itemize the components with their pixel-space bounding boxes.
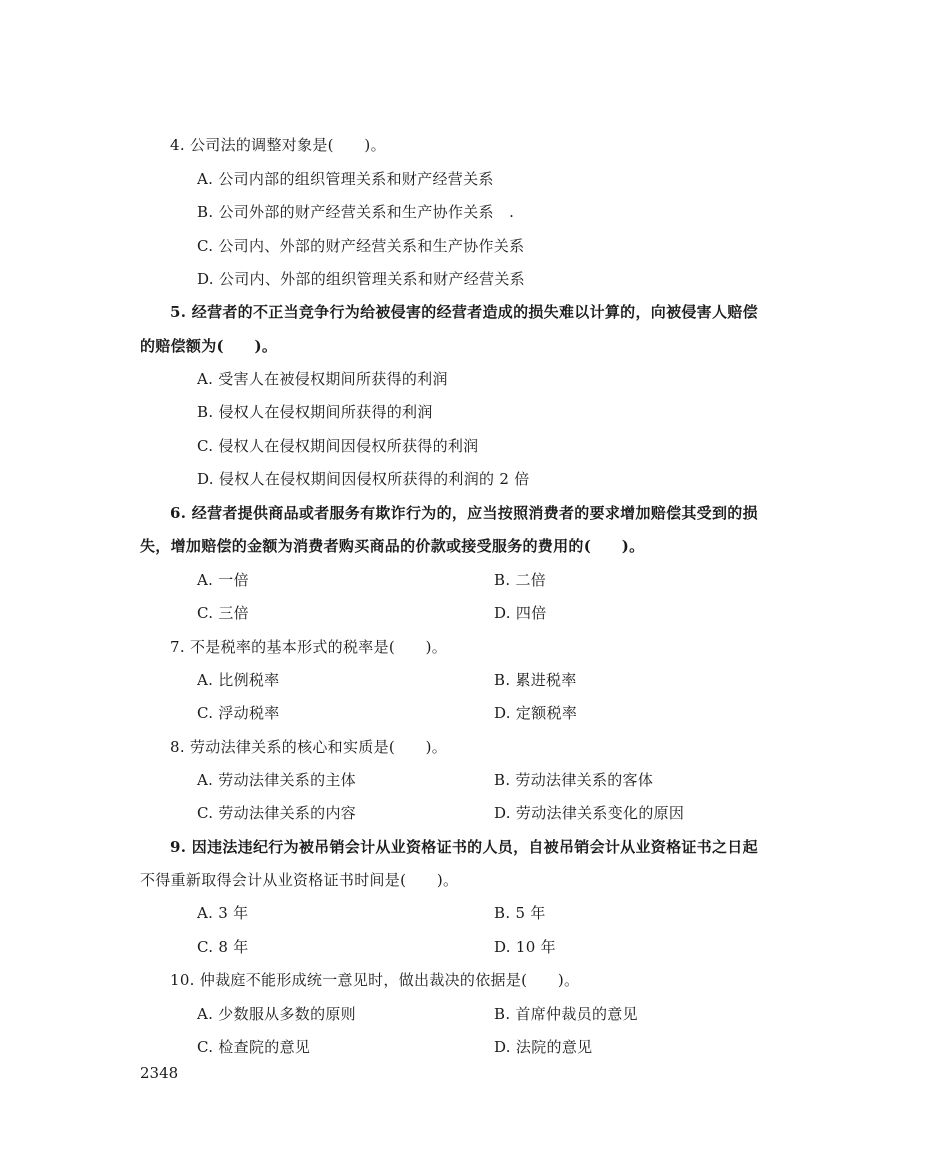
question-6-stem-line-1: 6. 经营者提供商品或者服务有欺诈行为的，应当按照消费者的要求增加赔偿其受到的损 <box>170 504 758 522</box>
question-5-option-b: B. 侵权人在侵权期间所获得的利润 <box>197 403 433 421</box>
question-6-option-c: C. 三倍 <box>197 604 249 622</box>
question-10-option-b: B. 首席仲裁员的意见 <box>494 1005 638 1023</box>
question-7-option-d: D. 定额税率 <box>494 704 578 722</box>
question-7-option-b: B. 累进税率 <box>494 671 577 689</box>
question-4-option-d: D. 公司内、外部的组织管理关系和财产经营关系 <box>197 270 525 288</box>
question-5-option-c: C. 侵权人在侵权期间因侵权所获得的利润 <box>197 437 479 455</box>
question-9-option-a: A. 3 年 <box>197 904 249 922</box>
question-6-option-d: D. 四倍 <box>494 604 547 622</box>
question-8-option-d: D. 劳动法律关系变化的原因 <box>494 804 685 822</box>
question-10-option-c: C. 检查院的意见 <box>197 1038 311 1056</box>
question-10-stem: 10. 仲裁庭不能形成统一意见时，做出裁决的依据是( )。 <box>170 971 580 989</box>
question-9-stem-line-2: 不得重新取得会计从业资格证书时间是( )。 <box>140 871 459 889</box>
question-6-stem-line-2: 失，增加赔偿的金额为消费者购买商品的价款或接受服务的费用的( )。 <box>140 537 645 555</box>
question-5-option-d: D. 侵权人在侵权期间因侵权所获得的利润的 2 倍 <box>197 470 530 488</box>
question-9-option-c: C. 8 年 <box>197 938 249 956</box>
question-7-option-a: A. 比例税率 <box>197 671 280 689</box>
question-8-option-b: B. 劳动法律关系的客体 <box>494 771 654 789</box>
question-8-option-c: C. 劳动法律关系的内容 <box>197 804 357 822</box>
question-6-option-a: A. 一倍 <box>197 571 249 589</box>
question-7-option-c: C. 浮动税率 <box>197 704 280 722</box>
question-9-option-d: D. 10 年 <box>494 938 556 956</box>
question-4-stem: 4. 公司法的调整对象是( )。 <box>170 136 386 154</box>
question-5-stem-line-2: 的赔偿额为( )。 <box>140 337 278 355</box>
question-4-option-a: A. 公司内部的组织管理关系和财产经营关系 <box>197 170 494 188</box>
question-4-option-c: C. 公司内、外部的财产经营关系和生产协作关系 <box>197 237 525 255</box>
question-8-option-a: A. 劳动法律关系的主体 <box>197 771 356 789</box>
question-5-stem-line-1: 5. 经营者的不正当竞争行为给被侵害的经营者造成的损失难以计算的，向被侵害人赔偿 <box>170 303 758 321</box>
question-9-stem-line-1: 9. 因违法违纪行为被吊销会计从业资格证书的人员，自被吊销会计从业资格证书之日起 <box>170 838 758 856</box>
question-10-option-a: A. 少数服从多数的原则 <box>197 1005 356 1023</box>
question-6-option-b: B. 二倍 <box>494 571 547 589</box>
question-8-stem: 8. 劳动法律关系的核心和实质是( )。 <box>170 738 448 756</box>
question-5-option-a: A. 受害人在被侵权期间所获得的利润 <box>197 370 448 388</box>
page-code: 2348 <box>140 1064 179 1082</box>
question-10-option-d: D. 法院的意见 <box>494 1038 593 1056</box>
question-9-option-b: B. 5 年 <box>494 904 546 922</box>
question-7-stem: 7. 不是税率的基本形式的税率是( )。 <box>170 638 448 656</box>
question-4-option-b: B. 公司外部的财产经营关系和生产协作关系 . <box>197 203 515 221</box>
